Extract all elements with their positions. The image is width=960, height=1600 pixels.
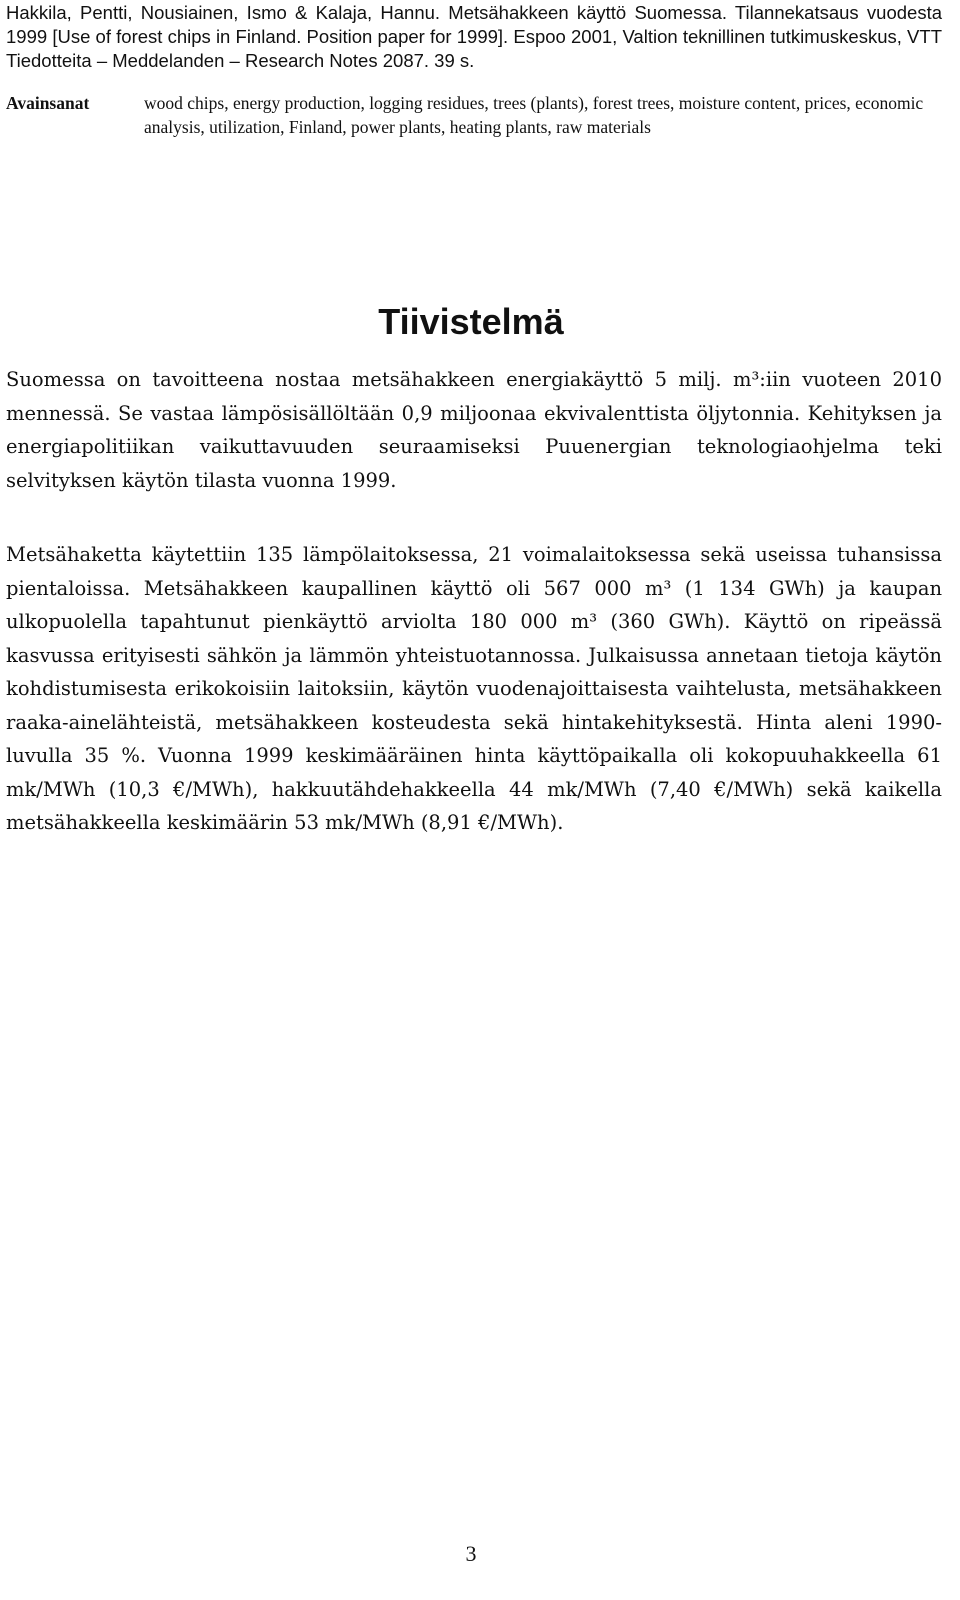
keywords-block: [6, 91, 942, 139]
keywords-label: Avainsanat: [6, 93, 90, 113]
page-number: 3: [465, 1541, 477, 1566]
keywords-text: wood chips, energy production, logging residues, trees (plants), forest trees, moisture content, prices, economic analysis, utilization, Finland, power plants, heating plants, raw materials: [144, 93, 924, 137]
abstract-paragraph-2: Metsähaketta käytettiin 135 lämpölaitoksessa, 21 voimalaitoksessa sekä useissa tuhansissa pientaloissa. Metsähakkeen kaupallinen käyttö oli 567 000 m³ (1 134 GWh) ja kaupan ulkopuolella tapahtunut pienkäyttö arviolta 180 000 m³ (360 GWh). Käyttö on ripeässä kasvussa erityisesti sähkön ja lämmön yhteistuotannossa. Julkaisussa annetaan tietoja käytön kohdistumisesta erikokoisiin laitoksiin, käytön vuodenajoittaisesta vaihtelusta, metsähakkeen raaka-ainelähteistä, metsähakkeen kosteudesta sekä hintakehityksestä. Hinta aleni 1990-luvulla 35 %. Vuonna 1999 keskimääräinen hinta käyttöpaikalla oli kokopuuhakkeella 61 mk/MWh (10,3 €/MWh), hakkuutähdehakkeella 44 mk/MWh (7,40 €/MWh) sekä kaikella metsähakkeella keskimäärin 53 mk/MWh (8,91 €/MWh).: [6, 543, 942, 834]
abstract-title: Tiivistelmä: [378, 301, 564, 342]
abstract-paragraph-1: Suomessa on tavoitteena nostaa metsähakkeen energiakäyttö 5 milj. m³:iin vuoteen 2010 mennessä. Se vastaa lämpösisällöltään 0,9 miljoonaa ekvivalenttista öljytonnia. Kehityksen ja energiapolitiikan vaikuttavuuden seuraamiseksi Puuenergian teknologiaohjelma teki selvityksen käytön tilasta vuonna 1999.: [6, 368, 942, 492]
citation: Hakkila, Pentti, Nousiainen, Ismo & Kalaja, Hannu. Metsähakkeen käyttö Suomessa. Tilannekatsaus vuodesta 1999 [Use of forest chips in Finland. Position paper for 1999]. Espoo 2001, Valtion teknillinen tutkimuskeskus, VTT Tiedotteita – Meddelanden – Research Notes 2087. 39 s.: [6, 2, 942, 71]
